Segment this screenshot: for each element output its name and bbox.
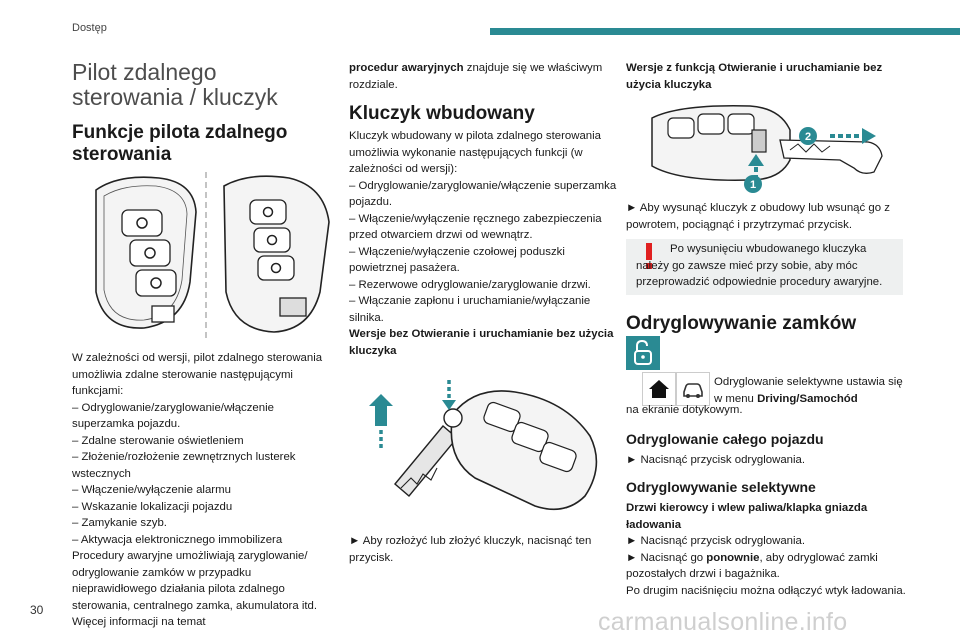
- car-icon: [676, 372, 710, 406]
- warning-text: Po wysunięciu wbudowanego kluczyka należy go zawsze mieć przy sobie, aby móc przeprowadzić odpowiednie procedury awaryjne.: [636, 243, 883, 288]
- home-icon: [642, 372, 676, 406]
- watermark: carmanualsonline.info: [598, 608, 848, 636]
- selective-step-2: [626, 550, 906, 583]
- function-item: – Zamykanie szyb.: [72, 517, 167, 529]
- slide-key-step: ► Aby wysunąć kluczyk z obudowy lub wsunąć go z powrotem, pociągnąć i przytrzymać przycisk.: [626, 202, 890, 231]
- function-item: – Złożenie/rozłożenie zewnętrznych lusterek wstecznych: [72, 451, 296, 480]
- keyless-key-illustration: [640, 100, 900, 196]
- page-title: Pilot zdalnego sterowania / kluczyk: [72, 59, 278, 110]
- folding-key-illustration: [365, 366, 605, 516]
- section-title-unlocking: Odryglowywanie zamków: [626, 313, 857, 334]
- emergency-rest: znajduje się we właściwym rozdziale.: [349, 62, 603, 91]
- functions-intro: W zależności od wersji, pilot zdalnego sterowania umożliwia zdalne sterowanie następującymi funkcjami:: [72, 352, 323, 397]
- step2-bold: ponownie: [706, 551, 760, 564]
- emergency-continuation: [349, 60, 611, 93]
- function-item: – Włączenie/wyłączenie alarmu: [72, 484, 231, 496]
- step2-pre: ► Nacisnąć go: [626, 551, 707, 564]
- key-item: – Włączenie/wyłączenie ręcznego zabezpieczenia przed otwarciem drzwi od wewnątrz.: [349, 212, 602, 241]
- selective-unlock-text: [626, 500, 906, 599]
- integrated-key-text: [349, 128, 619, 359]
- unfold-step: ► Aby rozłożyć lub złożyć kluczyk, nacisnąć ten przycisk.: [349, 535, 592, 564]
- section-title-functions: Funkcje pilota zdalnego sterowania: [72, 122, 288, 165]
- with-keyless-subhead: Wersje z funkcją Otwieranie i uruchamianie bez użycia kluczyka: [626, 62, 883, 91]
- function-item: – Zdalne sterowanie oświetleniem: [72, 434, 244, 447]
- selective-step-1: ► Nacisnąć przycisk odryglowania.: [626, 535, 806, 547]
- key-item: – Włączanie zapłonu i uruchamianie/wyłączanie silnika.: [349, 295, 591, 324]
- without-keyless-subhead: Wersje bez Otwieranie i uruchamianie bez użycia kluczyka: [349, 328, 614, 357]
- selective-note: Po drugim naciśnięciu można odłączyć wtyk ładowania.: [626, 584, 906, 597]
- subhead-unlock-vehicle: Odryglowanie całego pojazdu: [626, 431, 824, 447]
- callout-1: 1: [749, 179, 757, 191]
- menu-driving: Driving/Samochód: [757, 392, 858, 405]
- unlock-icon: [626, 336, 660, 370]
- page-number: 30: [30, 603, 44, 617]
- key-item: – Włączenie/wyłączenie czołowej poduszki powietrznej pasażera.: [349, 245, 565, 274]
- callout-2: 2: [804, 131, 812, 143]
- unlock-vehicle-step: ► Nacisnąć przycisk odryglowania.: [626, 454, 806, 466]
- selective-post-text: na ekranie dotykowym.: [626, 404, 743, 416]
- function-item: – Aktywacja elektronicznego immobilizera: [72, 533, 283, 546]
- key-item: – Odryglowanie/zaryglowanie/włączenie superzamka pojazdu.: [349, 179, 617, 208]
- key-item: – Rezerwowe odryglowanie/zaryglowanie drzwi.: [349, 278, 591, 291]
- header-accent-bar: [490, 28, 960, 35]
- integrated-key-intro: Kluczyk wbudowany w pilota zdalnego sterowania umożliwia wykonanie następujących funkcji (w zależności od wersji):: [349, 130, 602, 175]
- emergency-link-text: procedur awaryjnych: [349, 62, 464, 74]
- function-item: – Wskazanie lokalizacji pojazdu: [72, 500, 233, 513]
- remote-keys-illustration: [74, 172, 339, 342]
- step2-post: , aby odryglować zamki pozostałych drzwi i bagażnika.: [626, 551, 878, 580]
- subhead-selective-unlock: Odryglowywanie selektywne: [626, 479, 816, 495]
- selective-doors-heading: Drzwi kierowcy i wlew paliwa/klapka gniazda ładowania: [626, 502, 868, 531]
- section-title-integrated-key: Kluczyk wbudowany: [349, 103, 535, 124]
- emergency-text: Procedury awaryjne umożliwiają zaryglowanie/ odryglowanie zamków w przypadku nieprawidłowego działania pilota zdalnego sterowania, centralnego zamka, akumulatora itd. Więcej informacji na temat: [72, 550, 318, 628]
- selective-pre: Odryglowanie selektywne ustawia się w menu: [714, 376, 903, 405]
- function-item: – Odryglowanie/zaryglowanie/włączenie superzamka pojazdu.: [72, 401, 274, 430]
- functions-text: [72, 350, 334, 631]
- section-header: Dostęp: [72, 22, 107, 34]
